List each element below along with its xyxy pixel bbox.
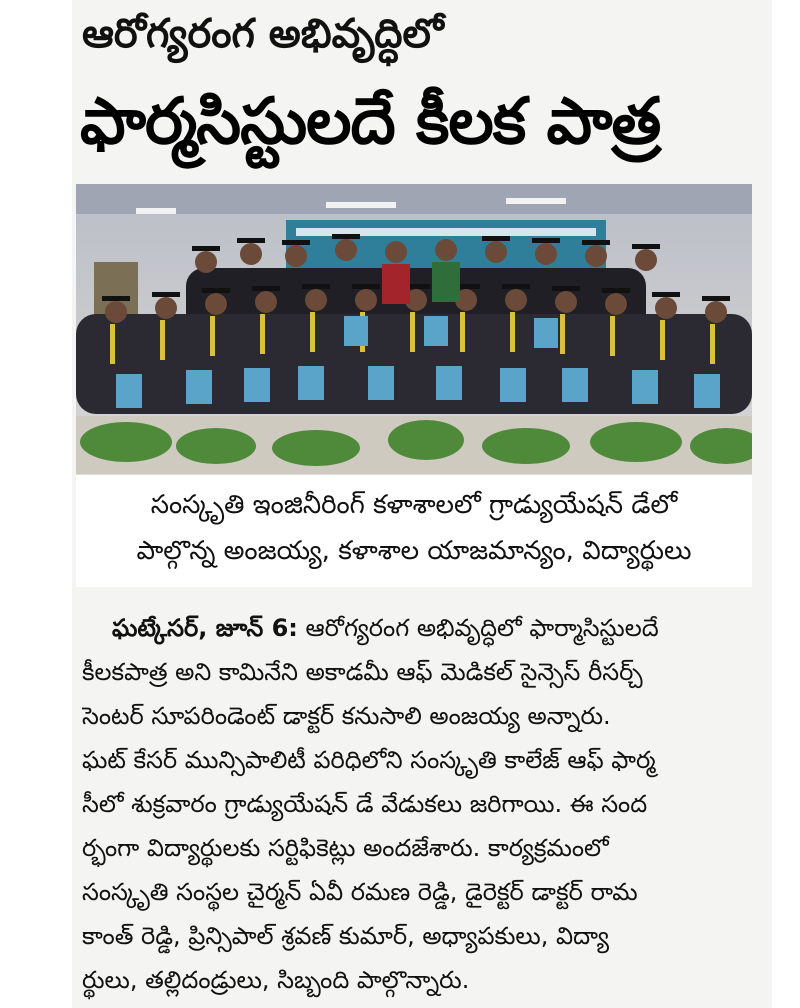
article-line: ఘట్ కేసర్ మున్సిపాలిటీ పరిధిలోని సంస్కృతి కాలేజ్ ఆఫ్ ఫార్మ xyxy=(82,746,656,774)
photo-caption xyxy=(76,474,752,587)
article-line: కీలకపాత్ర అని కామినేని అకాడమీ ఆఫ్ మెడికల్ సైన్సెస్ రీసర్చ్ xyxy=(82,658,643,686)
graduation-group-photo xyxy=(76,184,752,474)
article-body xyxy=(82,606,752,1002)
article-line-text: ఆరోగ్యరంగ అభివృద్ధిలో ఫార్మాసిస్టులదే xyxy=(297,614,659,642)
caption-line-1: సంస్కృతి ఇంజినీరింగ్ కళాశాలలో గ్రాడ్యుయేషన్ డేలో xyxy=(150,490,678,520)
article-line: ర్థులు, తల్లిదండ్రులు, సిబ్బంది పాల్గొన్నారు. xyxy=(82,966,470,994)
photo-illustration xyxy=(76,184,752,474)
article-line: సీలో శుక్రవారం గ్రాడ్యుయేషన్ డే వేడుకలు జరిగాయి. ఈ సంద xyxy=(82,790,648,818)
article-dateline: ఘట్కేసర్, జూన్ 6: xyxy=(112,614,298,642)
article-line: సంస్కృతి సంస్థల చైర్మన్ ఏవీ రమణ రెడ్డి, డైరెక్టర్ డాక్టర్ రామ xyxy=(82,878,638,906)
article-line xyxy=(82,606,752,650)
main-headline: ఫార్మసిస్టులదే కీలక పాత్ర xyxy=(80,85,661,159)
caption-line-2: పాల్గొన్న అంజయ్య, కళాశాల యాజమాన్యం, విద్యార్థులు xyxy=(136,536,692,566)
article-line: కాంత్ రెడ్డి, ప్రిన్సిపాల్ శ్రవణ్ కుమార్, అధ్యాపకులు, విద్యా xyxy=(82,922,609,950)
article-line: ర్భంగా విద్యార్థులకు సర్టిఫికెట్లు అందజేశారు. కార్యక్రమంలో xyxy=(82,834,609,862)
article-line: సెంటర్ సూపరిండెంట్ డాక్టర్ కనుసాలి అంజయ్య అన్నారు. xyxy=(82,702,611,730)
kicker-headline: ఆరోగ్యరంగ అభివృద్ధిలో xyxy=(82,11,444,57)
